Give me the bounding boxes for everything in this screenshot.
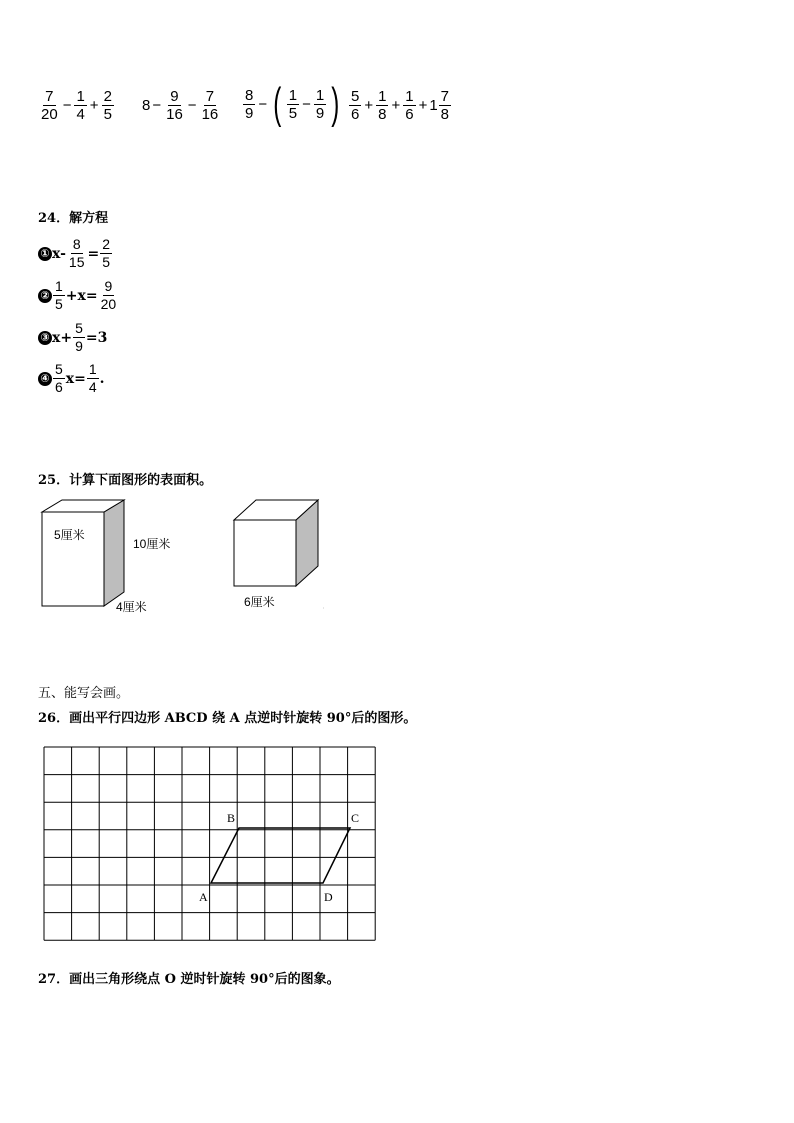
parallelogram-abcd: [211, 828, 350, 883]
fraction: $\frac{2}{5}$: [103, 88, 112, 123]
cuboid-height-label: 5厘米: [54, 528, 85, 542]
question-27-title: 27．画出三角形绕点 O 逆时针旋转 90°后的图象。: [38, 972, 340, 987]
fraction: $\frac{8}{9}$: [245, 86, 254, 122]
question-24-title: 24．解方程: [38, 211, 109, 226]
cuboid-side-face: [104, 500, 124, 606]
point-label-c: C: [351, 811, 360, 825]
equation-4: ④ $\frac{5}{6}$ x= $\frac{1}{4}$ .: [38, 361, 105, 396]
fraction: $\frac{2}{5}$: [102, 236, 111, 270]
fraction: $\frac{9}{16}$: [166, 88, 183, 123]
cube-front-face: [234, 520, 296, 586]
cube-edge-label: 6厘米: [244, 595, 275, 609]
cube-figure: [225, 494, 335, 614]
section-5-title: 五、能写会画。: [38, 686, 130, 701]
expression-2: 8 − $\frac{9}{16}$ − $\frac{7}{16}$: [142, 88, 219, 123]
marker: ③: [38, 331, 52, 345]
fraction: $\frac{5}{6}$: [351, 88, 360, 123]
fraction: $\frac{7}{16}$: [201, 88, 219, 123]
marker: ②: [38, 289, 52, 303]
expression-3: $\frac{8}{9}$ − ( $\frac{1}{5}$ − $\frac{1}{9}$ ): [245, 79, 340, 128]
fraction: $\frac{5}{6}$: [55, 361, 63, 395]
fraction: $\frac{1}{9}$: [315, 86, 325, 122]
question-25-title: 25．计算下面图形的表面积。: [38, 473, 213, 488]
fraction: $\frac{1}{6}$: [405, 88, 414, 123]
cuboid-width-label: 4厘米: [116, 600, 147, 614]
equation-3: ③ x+ $\frac{5}{9}$ =3: [38, 320, 107, 355]
expression-1: $\frac{7}{20}$ − $\frac{1}{4}$ + $\frac{2}{5}$: [41, 88, 112, 123]
square-grid: [40, 744, 385, 944]
equation-1: ① x- $\frac{8}{15}$ = $\frac{2}{5}$: [38, 236, 113, 271]
fraction: $\frac{7}{8}$: [440, 88, 450, 123]
marker: ④: [38, 372, 52, 386]
fraction: $\frac{5}{9}$: [75, 320, 83, 354]
fraction: $\frac{7}{20}$: [41, 88, 58, 123]
fraction: $\frac{1}{4}$: [76, 88, 85, 123]
marker: ①: [38, 247, 52, 261]
fraction: $\frac{1}{8}$: [378, 88, 387, 123]
fraction: $\frac{8}{15}$: [68, 236, 85, 270]
fraction: $\frac{1}{5}$: [288, 86, 298, 122]
cuboid-figure: [30, 495, 200, 620]
fraction: $\frac{1}{5}$: [55, 278, 63, 312]
point-label-a: A: [199, 890, 208, 904]
fraction: $\frac{1}{4}$: [88, 361, 97, 395]
equation-2: ② $\frac{1}{5}$ +x= $\frac{9}{20}$: [38, 278, 119, 313]
point-label-d: D: [324, 890, 333, 904]
expression-4: $\frac{5}{6}$ + $\frac{1}{8}$ + $\frac{1}{6}$ + 1 $\frac{7}{8}$: [351, 88, 450, 123]
question-26-title: 26．画出平行四边形 ABCD 绕 A 点逆时针旋转 90°后的图形。: [38, 711, 417, 726]
cuboid-length-label: 10厘米: [133, 537, 171, 551]
fraction: $\frac{9}{20}$: [100, 278, 117, 312]
point-label-b: B: [227, 811, 236, 825]
grid-lines: [44, 747, 375, 940]
